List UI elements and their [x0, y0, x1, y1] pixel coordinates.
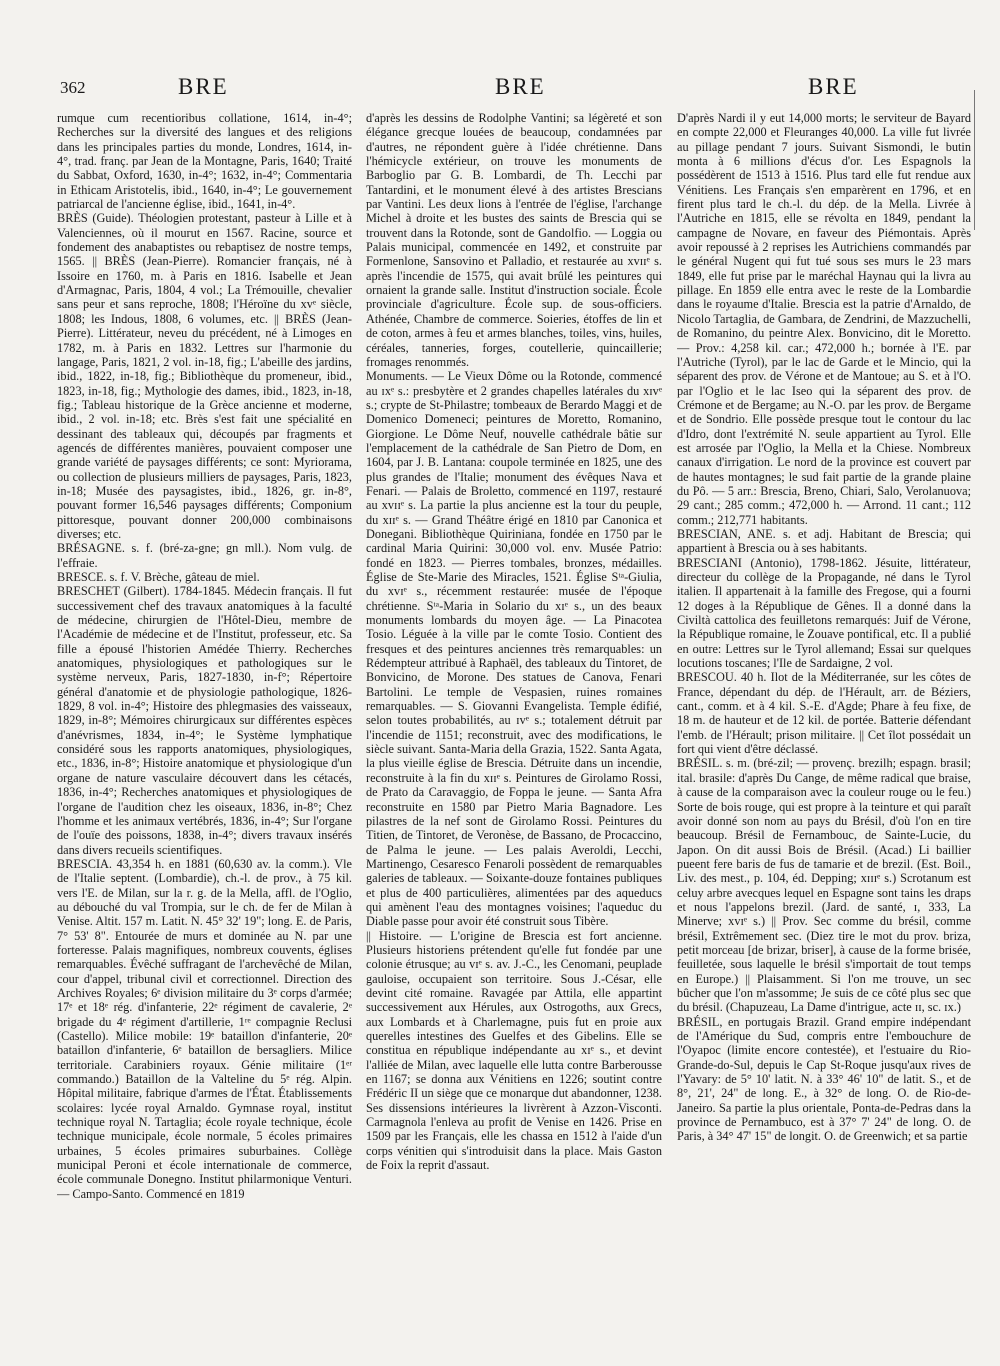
entry-bresce: BRESCE. s. f. V. Brèche, gâteau de miel.: [57, 570, 260, 584]
column-1: [57, 111, 352, 1361]
entry-brescian: BRESCIAN, ANE. s. et adj. Habitant de Brescia; qui appartient à Brescia ou à ses habitants.: [677, 526, 971, 556]
entry-brescou: BRESCOU. 40 h. Ilot de la Méditerranée, sur les côtes de France, dépendant du dép. de l'Hérault, arr. de Béziers, cant., comm. et à 4 kil. S.-E. d'Agde; Phare à feu fixe, de 18 m. de hauteur et de 12 kil. de portée. Batterie défendant l'emb. de l'Hérault; prison militaire. || Cet îlot possédait un fort qui vient d'être déclassé.: [677, 670, 971, 757]
entry-bresagne: BRÉSAGNE. s. f. (bré-za-gne; gn mll.). Nom vulg. de l'effraie.: [57, 541, 352, 570]
entry-breschet: BRESCHET (Gilbert). 1784-1845. Médecin français. Il fut successivement chef des travaux anatomiques à la faculté de médecine, chirurgien de l'Hôtel-Dieu, membre de l'Académie de médecine et de l'Institut, professeur, etc. Sa fille a épousé l'historien Amédée Thierry. Recherches anatomiques, physiologiques et pathologiques sur le système nerveux, Paris, 1827-1830, in-f°; Répertoire général d'anatomie et de physiologie pathologique, 1826-1829, 8 vol. in-4°; Histoire des phlegmasies des vaisseaux, 1829, in-8°; Mémoires chirurgicaux sur différentes espèces d'anévrismes, 1834, in-4°; le Système lymphatique considéré sous les rapports anatomiques, physiologiques, etc., 1836, in-8°; Histoire anatomique et physiologique d'un organe de nature vasculaire découvert dans les cétacés, 1836, in-4°; Recherches anatomiques et physiologiques de l'organe de l'audition chez les oiseaux, 1836, in-8°; Chez l'homme et les animaux vertébrés, 1836, in-4°; Sur l'organe de l'ouïe des poissons, 1838, in-4°; divers travaux insérés dans divers recueils scientifiques.: [57, 584, 352, 857]
entry-bres: BRÈS (Guide). Théologien protestant, pasteur à Lille et à Valenciennes, où il mourut en 1567. Racine, source et fondement des anabaptistes ou rebaptisez de nostre temps, 1565. || BRÈS (Jean-Pierre). Romancier français, né à Issoire en 1760, m. à Paris en 1816. Isabelle et Jean d'Armagnac, Paris, 1804, 4 vol.; La Trémouille, chevalier sans peur et sans reproche, 1808; l'Héroïne du xvᵉ siècle, 1808; les Indous, 1808, 6 volumes, etc. || BRÈS (Jean-Pierre). Littérateur, neveu du précédent, né à Limoges en 1782, m. à Paris en 1832. Lettres sur l'harmonie du langage, Paris, 1821, 2 vol. in-18, fig.; L'abeille des jardins, ibid., 1822, in-18, fig.; Bibliothèque du promeneur, ibid., 1823, in-18, fig.; Mythologie des dames, ibid., 1823, in-18, fig.; Tableau historique de la Grèce ancienne et moderne, ibid., 2 vol. in-18; etc. Brès s'est fait une spécialité en dessinant des tableaux qui, découpés par fragments et agencés de différentes manières, pouvaient composer une grande variété de paysages différents; ce sont: Myriorama, ou collection de plusieurs milliers de paysages, Paris, 1823, in-18; Musée des paysagistes, ibid., 1826, gr. in-8°, pouvant former 16,546 paysages différents; Componium pittoresque, pouvant donner 200,000 combinaisons diverses; etc.: [57, 211, 352, 541]
entry-paragraph: d'après les dessins de Rodolphe Vantini; sa légèreté et son élégance grecque louées de beaucoup, condamnées par d'autres, ne répondent guère à l'idée chrétienne. Dans l'hémicycle extérieur, on trouve les monuments de Barboglio par G. B. Lombardi, de Th. Lecchi par Tantardini, et le monument élevé à des artistes Brescians par Vantini. Les deux lions à l'entrée de l'église, l'archange Michel à droite et les bustes des saints de Brescia qui se trouvent dans la Rotonde, sont de Gandolfio. — Loggia ou Palais municipal, commencée en 1492, et construite par Formenlone, Sansovino et Palladio, et restaurée au xvɪɪᵉ s. après l'incendie de 1575, qui avait brûlé les peintures qui ornaient la grande salle. Institut d'instruction sociale. École provinciale d'agriculture. École sup. de sous-officiers. Athénée, Chambre de commerce. Soieries, étoffes de lin et de coton, armes à feu et armes blanches, toiles, vins, huiles, céréales, tanneries, forges, coutellerie, quincaillerie; fromages renommés.: [366, 111, 662, 369]
column-2: [366, 111, 662, 1361]
headword-right: BRE: [808, 74, 859, 99]
entry-brescia: BRESCIA. 43,354 h. en 1881 (60,630 av. la comm.). Vle de l'Italie septent. (Lombardie), ch.-l. de prov., à 75 kil. vers l'E. de Milan, sur la r. g. de la Mella, affl. de l'Oglio, au débouché du val Trompia, sur le ch. de fer de Milan à Venise. Altit. 157 m. Latit. N. 45° 32' 19"; long. E. de Paris, 7° 53' 8". Entourée de murs et dominée au N. par une forteresse. Palais magnifiques, nombreux couvents, églises remarquables. Évêché suffragant de l'archevêché de Milan, cour d'appel, tribunal civil et correctionnel. Direction des Archives Royales; 6ᵉ division militaire du 3ᵉ corps d'armée; 17ᵉ et 18ᵉ rég. d'infanterie, 22ᵉ régiment de cavalerie, 2ᵉ brigade du 4ᵉ régiment d'artillerie, 1ʳᵉ compagnie Reclusi (Castello). Milice mobile: 19ᵉ bataillon d'infanterie, 20ᵉ bataillon d'infanterie, 6ᵉ bataillon de bersagliers. Milice territoriale. Carabiniers royaux. Génie militaire (1ᵉʳ commando.) Bataillon de la Valteline du 5ᵉ rég. Alpin. Hôpital militaire, fabrique d'armes de l'État. Établissements scolaires: lycée royal Arnaldo. Gymnase royal, institut technique royal N. Tartaglia; école royale technique, école technique municipale, école normale, 5 écoles primaires urbaines, 5 écoles primaires suburbaines. Collège municipal Peroni et école internationale de commerce, école communale Donegno. Institut philarmonique Venturi. — Campo-Santo. Commencé en 1819: [57, 856, 352, 1201]
margin-rule: [974, 90, 975, 230]
column-3: [677, 111, 971, 1361]
entry-paragraph: rumque cum recentioribus collatione, 1614, in-4°; Recherches sur la diversité des langues et des religions dans les principales parties du monde, Londres, 1614, in-4°, trad. franç. par Jean de la Montagne, Paris, 1640; Traité du Sabbat, Oxford, 1630, in-4°; 1632, in-4°; Commentaria in Ethicam Aristotelis, ibid., 1640, in-4°; Le gouvernement patriarcal de l'ancienne église, ibid., 1641, in-4°.: [57, 111, 352, 212]
entry-bresciani: BRESCIANI (Antonio), 1798-1862. Jésuite, littérateur, directeur du collège de la Propagande, né dans le Tyrol italien. Il appartenait à la famille des Fregose, qui a fourni 12 doges à la République de Gênes. Il a donné dans la Civiltà cattolica des feuilletons remarqués: Juif de Vérone, la République romaine, le Zouave pontifical, etc. Il a publié en outre: Lettres sur le Tyrol allemand; Essai sur quelques locutions toscanes; l'Ile de Sardaigne, 2 vol.: [677, 555, 971, 671]
headword-left: BRE: [178, 74, 229, 99]
page-number: 362: [60, 78, 86, 97]
entry-brescia-histoire: || Histoire. — L'origine de Brescia est fort ancienne. Plusieurs historiens prétendent qu'elle fut fondée par une colonie étrusque; au vɪᵉ s. av. J.-C., les Cenomani, peuplade gauloise, occupaient son territoire. Sous J.-César, elle devint cité romaine. Ravagée par Attila, elle appartint successivement aux Hérules, aux Ostrogoths, aux Grecs, aux Lombards et à Charlemagne, puis fut en proie aux querelles intestines des Guelfes et des Gibelins. Elle se constitua en république indépendante au xɪᵉ s., et devint l'alliée de Milan, avec laquelle elle lutta contre Barberousse en 1167; se donna aux Vénitiens en 1226; soutint contre Frédéric II un siège que ce monarque dut abandonner, 1238. Ses dissensions intérieures la livrèrent à Azzon-Visconti. Carmagnola l'enleva au profit de Venise en 1426. Prise en 1509 par les Français, elle les chassa en 1512 à l'aide d'un corps vénitien qui s'introduisit dans la place. Mais Gaston de Foix la reprit d'assaut.: [366, 928, 662, 1173]
entry-bresil-country: BRÉSIL, en portugais Brazil. Grand empire indépendant de l'Amérique du Sud, compris entre l'embouchure de l'Oyapoc (limite encore contestée), et l'estuaire du Rio-Grande-do-Sul, depuis le Cap St-Roque jusqu'aux rives de l'Yavary: de 5° 10' latit. N. à 33° 46' 10" de latit. S., et de 8°, 21', 24" de long. E., à 32° de long. O. de Rio-de-Janeiro. Sa partie la plus orientale, Ponta-de-Pedras dans la province de Pernambuco, est à 37° 7' 24" de long. O. de Paris, à 34° 47' 15" de longit. O. de Greenwich; et sa partie: [677, 1014, 971, 1144]
entry-bresil-noun: BRÉSIL. s. m. (bré-zil; — provenç. brezilh; espagn. brasil; ital. brasile: d'après Du Cange, de même radical que braise, à cause de la comparaison avec la couleur rouge ou le feu.) Sorte de bois rouge, qui est propre à la teinture et qui paraît avoir donné son nom au pays du Brésil, d'où l'on en tire beaucoup. Brésil de Fernambouc, de Sainte-Lucie, du Japon. On dit aussi Bois de Brésil. (Acad.) Li baillier pueent fere baris de fus de tamarie et de brezil. (Est. Boil., Liv. des mest., p. 104, éd. Depping; xɪɪɪᵉ s.) Scrotanum est celuy arbre avecques lequel en Espagne sont tains les draps et nous l'appelons brezil. (Jard. de santé, ɪ, 333, La Minerve; xvɪᵉ s.) || Prov. Sec comme du brésil, comme brésil, Extrêmement sec. (Diez tire le mot du prov. briza, petit morceau [de brizar, briser], à cause de la forme brisée, feuilletée, sous laquelle le brésil s'importait de tout temps en Europe.) || Plaisamment. Si l'on me trouve, un sec bûcher que l'on m'assomme; Je suis de ce côté plus sec que du brésil. (Chapuzeau, La Dame d'intrigue, acte ɪɪ, sc. ɪx.): [677, 756, 971, 1015]
running-header: [0, 74, 1000, 108]
headword-center: BRE: [495, 74, 546, 99]
entry-paragraph: D'après Nardi il y eut 14,000 morts; le serviteur de Bayard en compte 22,000 et Fleuranges 40,000. La ville fut livrée au pillage pendant 7 jours. Suivant Sismondi, le butin monta à 6 millions d'écus d'or. Les Espagnols la possédèrent de 1513 à 1516. Plus tard elle fut rendue aux Vénitiens. Les Français s'en emparèrent en 1796, et en firent plus tard le ch.-l. du dép. de la Mella. Livrée à l'Autriche en 1815, elle se révolta en 1849, pendant la campagne de Novare, en faveur des Piémontais. Après avoir repoussé à 2 reprises les Autrichiens commandés par le général Nugent qui fut tué sous ses murs le 23 mars 1849, elle fut prise par le maréchal Haynau qui la livra au pillage. En 1859 elle entra avec le reste de la Lombardie dans le royaume d'Italie. Brescia est la patrie d'Arnaldo, de Nicolo Tartaglia, de Gambara, de Zendrini, de Mazzuchelli, de Romanino, du peintre Alex. Bonvicino, dit le Moretto. — Prov.: 4,258 kil. car.; 472,000 h.; bornée à l'E. par l'Autriche (Tyrol), par le lac de Garde et le Mincio, qui la séparent des prov. de Vérone et de Mantoue; au S. et à l'O. par l'Oglio et le lac Iseo qui la séparent des prov. de Crémone et de Bergame; au N.-O. par les prov. de Bergame et de Sondrio. Elle possède presque tout le contour du lac d'Idro, dont l'extrémité N. seule appartient au Tyrol. Elle est arrosée par l'Oglio, la Mella et la Chiese. Nombreux canaux d'irrigation. Le nord de la province est couvert par de hautes montagnes; le sud fait partie de la grande plaine du Pô. — 5 arr.: Brescia, Breno, Chiari, Salo, Verolanuova; 29 cant.; 285 comm.; 472,000 h. — Arrond. 11 cant.; 112 comm.; 212,771 habitants.: [677, 111, 971, 527]
entry-brescia-monuments: Monuments. — Le Vieux Dôme ou la Rotonde, commencé au ɪxᵉ s.: presbytère et 2 grandes chapelles latérales du xɪvᵉ s.; crypte de St-Philastre; tombeaux de Berardo Maggi et de Domenico Domeneci; peintures de Moretto, Romanino, Giorgione. Le Dôme Neuf, nouvelle cathédrale bâtie sur l'emplacement de la cathédrale de San Pietro de Dom, en 1604, par J. B. Lantana: coupole terminée en 1825, une des plus grandes de l'Italie; monument des évêques Nava et Fenari. — Palais de Broletto, commencé en 1197, restauré au xvɪɪᵉ s. La partie la plus ancienne est la tour du peuple, du xɪɪᵉ s. — Grand Théâtre érigé en 1810 par Canonica et Donegani. Bibliothèque Quiriniana, fondée en 1750 par le cardinal Maria Quirini: 30,000 vol. env. Musée Patrio: fondé en 1823. — Pierres tombales, bronzes, médailles. Église de Ste-Marie des Miracles, 1521. Église Sᵗᵃ-Giulia, du xvɪᵉ s., récemment restaurée: musée de l'époque chrétienne. Sᵗᵃ-Maria in Solario du xɪᵉ s., un des beaux monuments lombards du moyen âge. — La Pinacotea Tosio. Léguée à la ville par le comte Tosio. Contient des fresques et des peintures anciennes très remarquables: un Rédempteur attribué à Raphaël, des tableaux du Tintoret, de Bonvicino, de Morone. Des statues de Canova, Fenari Bartolini. Le temple de Vespasien, ruines romaines remarquables. — S. Giovanni Evangelista. Temple édifié, selon toutes probabilités, au ɪvᵉ s.; totalement détruit par l'incendie de 1151; reconstruit, avec des modifications, le siècle suivant. Santa-Maria della Grazia, 1522. Santa Agata, la plus vieille église de Brescia. Détruite dans un incendie, reconstruite à la fin du xɪɪᵉ s. Peintures de Girolamo Rossi, de Prato da Caravaggio, de Foppa le jeune. — Santa Afra reconstruite en 1580 par Pietro Maria Bagnadore. Les pilastres de la nef sont de Girolamo Rossi. Peintures du Titien, de Tintoret, de Veronèse, de Bassano, de Procaccino, de Palma le jeune. — Les palais Averoldi, Lecchi, Martinengo, Cesaresco Fenaroli possèdent de remarquables galeries de tableaux. — Soixante-douze fontaines publiques et plus de 400 particulières, alimentées par des aqueducs qui amènent l'eau des montagnes voisines; l'aqueduc du Diable passe pour avoir été construit sous Tibère.: [366, 369, 662, 929]
